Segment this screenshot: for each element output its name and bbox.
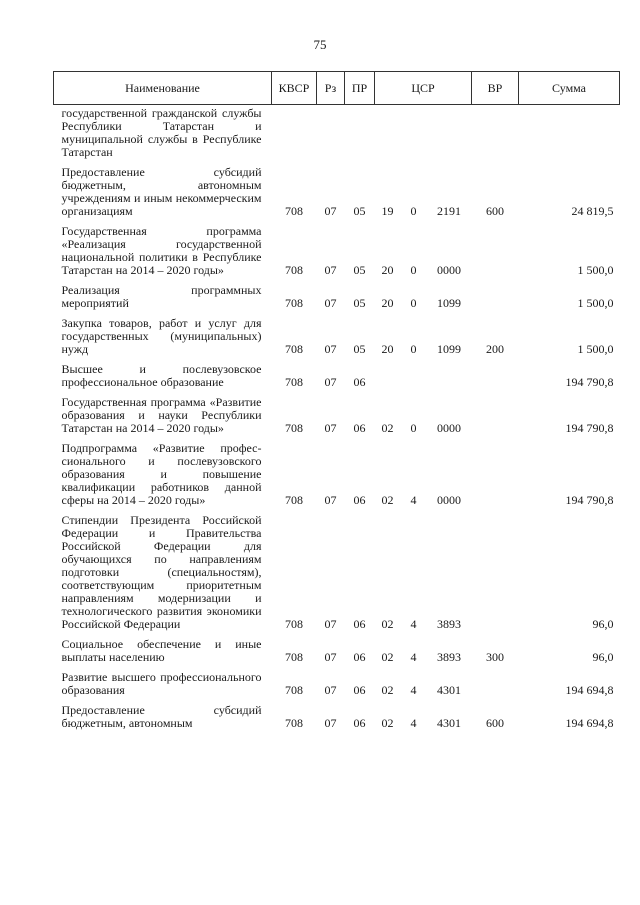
row-csr-target: 20 bbox=[381, 296, 394, 310]
row-vr bbox=[472, 363, 519, 396]
row-vr bbox=[472, 284, 519, 317]
row-name: Закупка товаров, работ и услуг для государственных (муниципальных) нужд bbox=[61, 316, 262, 356]
row-name: Государственная программа «Развитие образования и науки Республики Татарстан на 2014 – 2020 годы» bbox=[61, 395, 262, 435]
row-csr-target: 02 bbox=[381, 617, 394, 631]
row-csr-code: 0000 bbox=[437, 421, 461, 435]
row-csr-code: 0000 bbox=[437, 263, 461, 277]
row-vr bbox=[472, 105, 519, 167]
table-row bbox=[54, 671, 620, 704]
table-row bbox=[54, 442, 620, 514]
row-name: Стипендии Президента Российской Федерации и Правительства Российской Федерации для обучающихся по направлениям подготовки (специальностям), соответствующим приоритетным направлениям модернизации и технологического развития экономики Российской Федерации bbox=[61, 513, 262, 631]
row-name: Подпрограмма «Развитие профессионального и послевузовского образования и повышение квалификации работников данной сферы на 2014 – 2020 годы» bbox=[61, 441, 262, 507]
row-pr: 06 bbox=[353, 375, 366, 389]
row-sum: 96,0 bbox=[592, 650, 614, 664]
row-csr-sub: 4 bbox=[410, 650, 417, 664]
row-rz: 07 bbox=[324, 342, 337, 356]
row-rz bbox=[317, 105, 345, 167]
header-vr: ВР bbox=[472, 72, 519, 105]
row-sum bbox=[519, 105, 620, 167]
row-sum: 96,0 bbox=[592, 617, 614, 631]
row-csr-sub: 4 bbox=[410, 617, 417, 631]
row-csr-sub: 0 bbox=[410, 342, 417, 356]
row-pr: 06 bbox=[353, 421, 366, 435]
row-rz: 07 bbox=[324, 716, 337, 730]
row-kvsr: 708 bbox=[285, 204, 303, 218]
header-pr: ПР bbox=[345, 72, 375, 105]
budget-table bbox=[53, 71, 620, 737]
row-name: Реализация программных мероприятий bbox=[61, 283, 262, 310]
row-csr-sub: 0 bbox=[410, 421, 417, 435]
header-sum: Сумма bbox=[519, 72, 620, 105]
row-vr: 300 bbox=[486, 650, 505, 664]
row-csr-code: 1099 bbox=[437, 342, 461, 356]
row-csr-target: 19 bbox=[381, 204, 394, 218]
page-number: 75 bbox=[313, 37, 327, 52]
row-csr-code: 3893 bbox=[437, 650, 461, 664]
row-csr-target: 02 bbox=[381, 683, 394, 697]
row-pr: 05 bbox=[353, 204, 366, 218]
row-vr bbox=[472, 514, 519, 638]
row-pr: 06 bbox=[353, 617, 366, 631]
row-sum: 194 790,8 bbox=[565, 493, 614, 507]
row-name: Предоставление субсидий бюджетным, автономным bbox=[61, 703, 262, 730]
table-row bbox=[54, 225, 620, 284]
header-kvsr: КВСР bbox=[272, 72, 317, 105]
row-csr-code bbox=[427, 363, 472, 396]
row-kvsr: 708 bbox=[285, 296, 303, 310]
row-rz: 07 bbox=[324, 263, 337, 277]
row-csr-code: 0000 bbox=[437, 493, 461, 507]
row-sum: 1 500,0 bbox=[577, 342, 614, 356]
row-rz: 07 bbox=[324, 296, 337, 310]
row-csr-target: 02 bbox=[381, 493, 394, 507]
row-csr-sub: 0 bbox=[410, 296, 417, 310]
row-vr bbox=[472, 396, 519, 442]
row-name: Высшее и послевузовское профессиональное образование bbox=[61, 362, 262, 389]
row-csr-sub: 0 bbox=[410, 204, 417, 218]
table-row bbox=[54, 317, 620, 363]
row-csr-code: 1099 bbox=[437, 296, 461, 310]
row-csr-code bbox=[427, 105, 472, 167]
row-kvsr bbox=[272, 105, 317, 167]
row-rz: 07 bbox=[324, 493, 337, 507]
table-row bbox=[54, 638, 620, 671]
row-kvsr: 708 bbox=[285, 716, 303, 730]
header-rz: Рз bbox=[317, 72, 345, 105]
row-csr-target: 02 bbox=[381, 716, 394, 730]
table-row bbox=[54, 284, 620, 317]
row-name: Развитие высшего профессионального образования bbox=[61, 670, 262, 697]
row-csr-code: 4301 bbox=[437, 683, 461, 697]
row-rz: 07 bbox=[324, 421, 337, 435]
row-pr bbox=[345, 105, 375, 167]
row-pr: 05 bbox=[353, 296, 366, 310]
row-kvsr: 708 bbox=[285, 421, 303, 435]
row-pr: 05 bbox=[353, 342, 366, 356]
row-rz: 07 bbox=[324, 617, 337, 631]
table-row bbox=[54, 396, 620, 442]
row-csr-sub: 4 bbox=[410, 493, 417, 507]
row-sum: 194 790,8 bbox=[565, 421, 614, 435]
row-csr-sub bbox=[401, 363, 427, 396]
row-csr-code: 4301 bbox=[437, 716, 461, 730]
table-body bbox=[54, 105, 620, 738]
row-vr: 600 bbox=[486, 716, 505, 730]
table-row bbox=[54, 514, 620, 638]
table-row bbox=[54, 704, 620, 737]
row-csr-code: 3893 bbox=[437, 617, 461, 631]
row-csr-code: 2191 bbox=[437, 204, 461, 218]
row-kvsr: 708 bbox=[285, 683, 303, 697]
row-kvsr: 708 bbox=[285, 493, 303, 507]
row-kvsr: 708 bbox=[285, 375, 303, 389]
row-sum: 194 790,8 bbox=[565, 375, 614, 389]
row-pr: 06 bbox=[353, 650, 366, 664]
row-vr: 200 bbox=[486, 342, 505, 356]
table-row bbox=[54, 105, 620, 167]
row-vr bbox=[472, 225, 519, 284]
row-sum: 1 500,0 bbox=[577, 296, 614, 310]
row-csr-target: 20 bbox=[381, 342, 394, 356]
row-name: государственной гражданской службы Республики Татарстан и муниципальной службы в Республике Татарстан bbox=[61, 106, 262, 159]
row-rz: 07 bbox=[324, 683, 337, 697]
row-vr bbox=[472, 671, 519, 704]
row-sum: 24 819,5 bbox=[571, 204, 614, 218]
row-sum: 1 500,0 bbox=[577, 263, 614, 277]
row-pr: 06 bbox=[353, 493, 366, 507]
row-kvsr: 708 bbox=[285, 263, 303, 277]
header-name: Наименование bbox=[54, 72, 272, 105]
row-csr-target bbox=[375, 105, 401, 167]
row-csr-target bbox=[375, 363, 401, 396]
row-csr-sub: 4 bbox=[410, 716, 417, 730]
row-pr: 06 bbox=[353, 716, 366, 730]
row-vr bbox=[472, 442, 519, 514]
table-row bbox=[54, 166, 620, 225]
row-name: Предоставление субсидий бюджетным, автономным учреждениям и иным некоммерческим организациям bbox=[61, 165, 262, 218]
row-csr-sub bbox=[401, 105, 427, 167]
row-kvsr: 708 bbox=[285, 342, 303, 356]
row-pr: 06 bbox=[353, 683, 366, 697]
row-name: Государственная программа «Реализация государственной национальной политики в Республике Татарстан на 2014 – 2020 годы» bbox=[61, 224, 262, 277]
row-vr: 600 bbox=[486, 204, 505, 218]
header-csr: ЦСР bbox=[375, 72, 472, 105]
row-rz: 07 bbox=[324, 375, 337, 389]
row-sum: 194 694,8 bbox=[565, 716, 614, 730]
row-sum: 194 694,8 bbox=[565, 683, 614, 697]
row-csr-sub: 4 bbox=[410, 683, 417, 697]
row-kvsr: 708 bbox=[285, 650, 303, 664]
row-kvsr: 708 bbox=[285, 617, 303, 631]
row-name: Социальное обеспечение и иные выплаты населению bbox=[61, 637, 262, 664]
table-header-row bbox=[54, 72, 620, 105]
row-rz: 07 bbox=[324, 204, 337, 218]
row-rz: 07 bbox=[324, 650, 337, 664]
row-csr-target: 02 bbox=[381, 650, 394, 664]
row-pr: 05 bbox=[353, 263, 366, 277]
row-csr-target: 02 bbox=[381, 421, 394, 435]
row-csr-target: 20 bbox=[381, 263, 394, 277]
table-row bbox=[54, 363, 620, 396]
row-csr-sub: 0 bbox=[410, 263, 417, 277]
